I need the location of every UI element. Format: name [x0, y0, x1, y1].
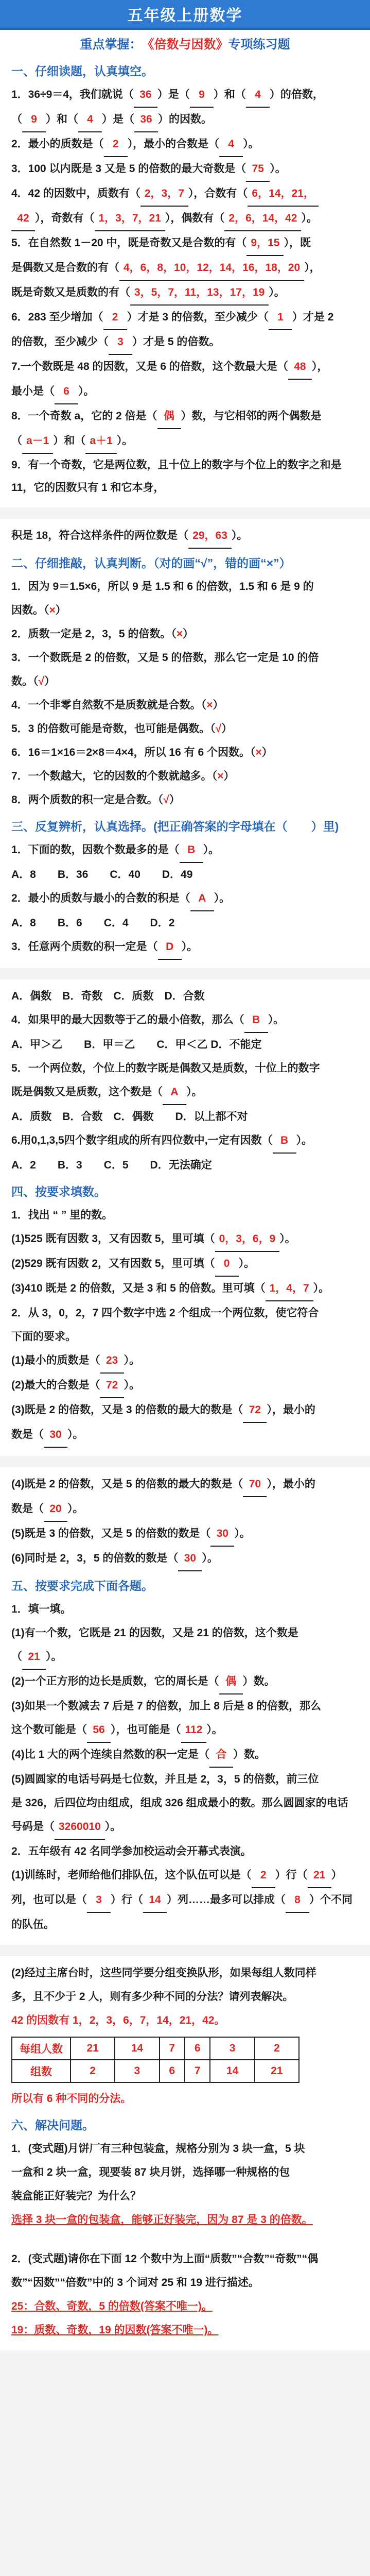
choice-1: 1．下面的数，因数个数最多的是（ B ）。 — [11, 838, 359, 863]
task-1-4: (4)比 1 大的两个连续自然数的积一定是（ 合 ）数。 — [11, 1743, 359, 1768]
table-cell: 7 — [160, 2037, 185, 2060]
question-7-cont: 最小是（ 6 ）。 — [11, 380, 359, 404]
section-heading: 五、按要求完成下面各题。 — [11, 1579, 153, 1592]
judge-item-3-cont: 数。（√） — [11, 675, 56, 687]
problem-1-answer: 选择 3 块一盒的包装盒，能够正好装完，因为 87 是 3 的倍数。 — [11, 2214, 313, 2226]
question-5-cont: 是偶数又是合数的有（ 4，6，8，10，12，14，16，18，20 ）， — [11, 256, 359, 281]
question-5-cont2: 既是奇数又是质数的有（ 3，5，7，11，13，17，19 ）。 — [11, 281, 359, 306]
fill-q2-3-cont: 数是（ 30 ）。 — [11, 1423, 359, 1448]
question-7: 7.一个数既是 48 的因数，又是 6 的倍数，这个数最大是（ 48 ）， — [11, 355, 359, 380]
card-choice — [0, 979, 370, 1456]
problem-1-cont2: 装盒能正好装完？为什么？ — [11, 2190, 141, 2202]
task-2-2-cont: 多，且不少于 2 人，则有多少种不同的分法？请列表解决。 — [11, 1991, 294, 2003]
question-3: 3．100 以内既是 3 又是 5 的倍数的最大奇数是（ 75 ）。 — [11, 157, 359, 182]
task-2-1: (1)训练时，老师给他们排队伍，这个队伍可以是（ 2 ）行（ 21 ） — [11, 1863, 359, 1888]
table-cell: 21 — [255, 2060, 299, 2082]
task-1-2: (2)一个正方形的边长是质数，它的周长是（ 偶 ）数。 — [11, 1670, 359, 1694]
factor-line: 42 的因数有 1，2，3，6，7，14，21，42。 — [11, 2014, 225, 2026]
fill-q2-3: (3)既是 2 的倍数，又是 3 的倍数的最大的数是（ 72 ），最小的 — [11, 1398, 359, 1423]
subtitle: 重点掌握： 《倍数与因数》 专项练习题 — [0, 30, 370, 56]
table-cell: 14 — [210, 2060, 254, 2082]
choice-3: 3．任意两个质数的积一定是（ D ）。 — [11, 935, 359, 960]
judge-item-7: 7．一个数越大，它的因数的个数就越多。（×） — [11, 770, 235, 782]
choice-6: 6.用0,1,3,5四个数字组成的所有四位数中,一定有因数（ B ）。 — [11, 1129, 359, 1154]
section-heading: 四、按要求填数。 — [11, 1185, 106, 1198]
judge-item-3: 3．一个数既是 2 的倍数，又是 5 的倍数，那么它一定是 10 的倍 — [11, 652, 319, 664]
task-1-5-cont2: 号码是（ 3260010 ）。 — [11, 1815, 359, 1840]
card-fill-in — [0, 56, 370, 507]
section-heading: 一、仔细读题，认真填空。 — [11, 64, 153, 78]
problem-2-answer-2: 19：质数、奇数，19 的因数(答案不唯一)。 — [11, 2324, 219, 2336]
judge-mark: × — [176, 628, 183, 640]
fill-q2-6: (6)同时是 2，3，5 的倍数的数是（ 30 ）。 — [11, 1547, 359, 1571]
task-1-5-cont: 是 326，后四位均由组成，组成 326 组成最小的数。那么圆圆家的电话 — [11, 1797, 348, 1809]
fill-q2: 2．从 3，0，2，7 四个数字中选 2 个组成一个两位数，使它符合 — [11, 1307, 319, 1319]
judge-mark: √ — [163, 794, 169, 806]
fill-q2-4: (4)既是 2 的倍数，又是 5 的倍数的最大的数是（ 70 ），最小的 — [11, 1472, 359, 1497]
judge-mark: × — [206, 699, 213, 711]
table-cell: 6 — [185, 2037, 210, 2060]
problem-2-cont: 数”“因数”“倍数”中的 3 个词对 25 和 19 进行描述。 — [11, 2277, 259, 2289]
table-note: 所以有 6 种不同的分法。 — [11, 2093, 132, 2105]
section-heading: 三、反复辨析，认真选择。(把正确答案的字母填在（ ）里) — [11, 820, 339, 833]
table-cell: 7 — [185, 2060, 210, 2082]
card-judge — [0, 519, 370, 968]
task-1: 1．填一填。 — [11, 1603, 72, 1615]
question-6: 6．283 至少增加（ 2 ）才是 3 的倍数，至少减少（ 1 ）才是 2 — [11, 306, 359, 330]
fill-q2-5: (5)既是 3 的倍数，又是 5 的倍数的数是（ 30 ）。 — [11, 1522, 359, 1547]
card-grouping — [0, 1956, 370, 2350]
choice-3-options: A．偶数 B．奇数 C．质数 D．合数 — [11, 990, 205, 1002]
fill-q2-2: (2)最大的合数是（ 72 ）。 — [11, 1374, 359, 1398]
choice-1-options: A．8 B．36 C．40 D．49 — [11, 869, 193, 880]
table-cell: 6 — [160, 2060, 185, 2082]
task-2-1-cont: 列，也可以是（ 3 ）行（ 14 ）列……最多可以排成（ 8 ）个不同 — [11, 1888, 359, 1913]
judge-item-6: 6．16＝1×16＝2×8＝4×4，所以 16 有 6 个因数。（×） — [11, 747, 273, 758]
grouping-table — [11, 2037, 299, 2083]
judge-item-2: 2．质数一定是 2，3，5 的倍数。（×） — [11, 628, 194, 640]
question-9-cont: 积是 18，符合这样条件的两位数是（ 29，63 ）。 — [11, 524, 359, 549]
judge-item-4: 4．一个非零自然数不是质数就是合数。（×） — [11, 699, 224, 711]
judge-mark: × — [255, 747, 262, 758]
table-cell: 2 — [255, 2037, 299, 2060]
judge-item-1-cont: 因数。（×） — [11, 604, 66, 616]
question-8-cont: （ a－1 ）和（ a＋1 ）。 — [11, 429, 359, 454]
choice-5: 5．一个两位数，个位上的数字既是偶数又是质数，十位上的数字 — [11, 1062, 320, 1074]
question-6-cont: 的倍数，至少减少（ 3 ）才是 5 的倍数。 — [11, 330, 359, 355]
fill-q2-cont: 下面的要求。 — [11, 1331, 76, 1343]
choice-2-options: A．8 B．6 C．4 D．2 — [11, 917, 175, 929]
judge-mark: × — [217, 770, 224, 782]
card-fill-numbers — [0, 1467, 370, 1945]
table-row — [12, 2060, 299, 2082]
judge-item-8: 8．两个质数的积一定是合数。（√） — [11, 794, 180, 806]
fill-q2-1: (1)最小的质数是（ 23 ）。 — [11, 1349, 359, 1374]
section-heading: 六、解决问题。 — [11, 2119, 94, 2132]
table-cell: 2 — [71, 2060, 115, 2082]
question-1: 1．36÷9＝4，我们就说（ 36 ）是（ 9 ）和（ 4 ）的倍数， — [11, 83, 359, 108]
fill-q1-2: (2)529 既有因数 2，又有因数 5，里可填（ 0 ）。 — [11, 1252, 359, 1277]
page-title: 五年级上册数学 — [127, 7, 243, 24]
problem-1-cont: 一盒和 2 块一盒，现要装 87 块月饼，选择哪一种规格的包 — [11, 2166, 290, 2178]
task-1-3: (3)如果一个数减去 7 后是 7 的倍数，加上 8 后是 8 的倍数，那么 — [11, 1700, 322, 1712]
table-cell: 14 — [115, 2037, 159, 2060]
choice-2: 2．最小的质数与最小的合数的积是（ A ）。 — [11, 887, 359, 911]
task-1-3-cont: 这个数可能是（ 56 ），也可能是（ 112 ）。 — [11, 1718, 359, 1743]
table-cell: 21 — [71, 2037, 115, 2060]
task-2-1-cont2: 的队伍。 — [11, 1919, 55, 1930]
choice-5-options: A．质数 B．合数 C．偶数 D．以上都不对 — [11, 1111, 248, 1123]
table-cell: 3 — [210, 2037, 254, 2060]
question-2: 2．最小的质数是（ 2 ），最小的合数是（ 4 ）。 — [11, 132, 359, 157]
fill-q1-3: (3)410 既是 2 的倍数，又是 3 和 5 的倍数。里可填（ 1，4，7 ）。 — [11, 1277, 359, 1301]
question-5: 5．在自然数 1－20 中，既是奇数又是合数的有（ 9，15 ），既 — [11, 231, 359, 256]
judge-item-5: 5．3 的倍数可能是奇数，也可能是偶数。（√） — [11, 723, 233, 735]
question-8: 8．一个奇数 a，它的 2 倍是（ 偶 ）数，与它相邻的两个偶数是 — [11, 404, 359, 429]
choice-4-options: A．甲＞乙 B．甲＝乙 C．甲＜乙 D．不能定 — [11, 1039, 262, 1050]
choice-4: 4．如果甲的最大因数等于乙的最小倍数，那么（ B ）。 — [11, 1008, 359, 1033]
fill-q1: 1．找出 “ ” 里的数。 — [11, 1209, 113, 1221]
question-9: 9．有一个奇数，它是两位数，且十位上的数字与个位上的数字之和是 11，它的因数只有 1 和它本身， — [11, 459, 342, 494]
judge-item-1: 1．因为 9＝1.5×6，所以 9 是 1.5 和 6 的倍数，1.5 和 6 是 9 的 — [11, 581, 314, 592]
question-1-cont: （ 9 ）和（ 4 ）是（ 36 ）的因数。 — [11, 108, 359, 132]
title-banner — [0, 0, 370, 30]
question-4-cont: 42 ），奇数有（ 1，3，7，21 ），偶数有（ 2，6，14，42 ）。 — [11, 207, 359, 231]
task-2-2: (2)经过主席台时，这些同学要分组变换队形，如果每组人数同样 — [11, 1967, 316, 1979]
task-1-1: (1)有一个数，它既是 21 的因数，又是 21 的倍数，这个数是 — [11, 1627, 298, 1639]
section-heading: 二、仔细推敲，认真判断。（对的画“√”，错的画“×”） — [11, 556, 291, 570]
problem-2-answer-1: 25：合数、奇数，5 的倍数(答案不唯一)。 — [11, 2300, 213, 2312]
fill-q1-1: (1)525 既有因数 3，又有因数 5，里可填（ 0，3，6，9 ）。 — [11, 1227, 359, 1252]
problem-1: 1．(变式题)月饼厂有三种包装盒，规格分别为 3 块一盒，5 块 — [11, 2143, 305, 2155]
task-2: 2．五年级有 42 名同学参加校运动会开幕式表演。 — [11, 1845, 252, 1857]
question-4: 4．42 的因数中，质数有（ 2，3，7 ），合数有（ 6，14，21， — [11, 182, 359, 207]
choice-5-cont: 既是偶数又是质数，这个数是（ A ）。 — [11, 1080, 359, 1105]
choice-6-options: A．2 B．3 C．5 D．无法确定 — [11, 1159, 212, 1171]
judge-mark: √ — [215, 723, 222, 735]
task-1-1-cont: （ 21 ）。 — [11, 1645, 359, 1670]
table-cell: 3 — [115, 2060, 159, 2082]
table-row — [12, 2037, 299, 2060]
task-1-5: (5)圆圆家的电话号码是七位数，并且是 2，3，5 的倍数，前三位 — [11, 1773, 319, 1785]
judge-mark: × — [49, 604, 56, 616]
judge-mark: √ — [38, 675, 45, 687]
table-row-label: 组数 — [12, 2060, 71, 2082]
table-row-label: 每组人数 — [12, 2037, 71, 2060]
fill-q2-4-cont: 数是（ 20 ）。 — [11, 1497, 359, 1522]
problem-2: 2．(变式题)请你在下面 12 个数中为上面“质数”“合数”“奇数”“偶 — [11, 2253, 319, 2265]
